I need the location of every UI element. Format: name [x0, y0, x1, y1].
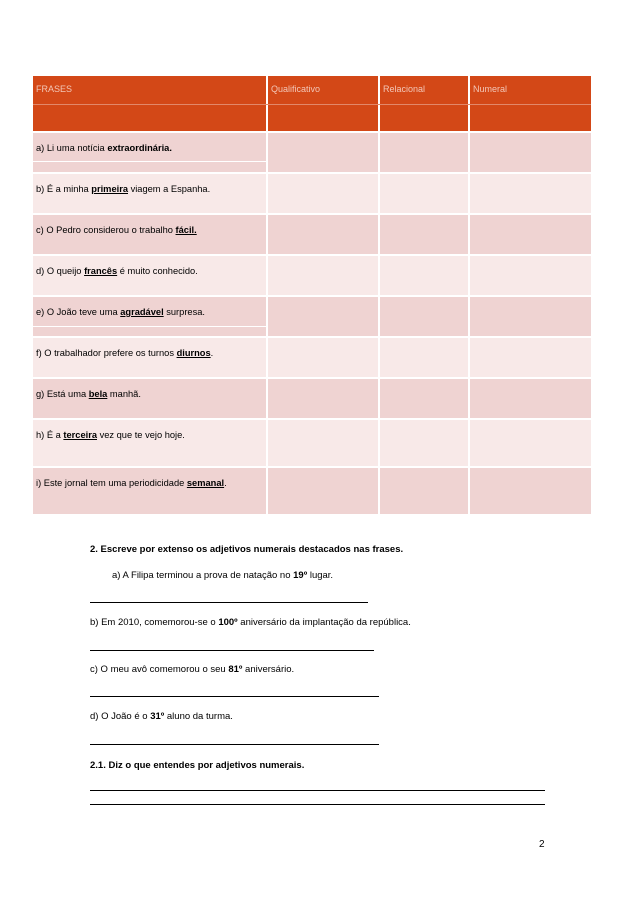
- sentence-text: f) O trabalhador prefere os turnos diurnos.: [36, 348, 214, 358]
- answer-line-b[interactable]: [90, 650, 374, 651]
- relacional-cell[interactable]: [380, 174, 468, 213]
- qualificativo-cell[interactable]: [268, 174, 378, 213]
- page-number: 2: [539, 839, 545, 850]
- qualificativo-cell[interactable]: [268, 420, 378, 466]
- qualificativo-cell[interactable]: [268, 215, 378, 254]
- table-row: [33, 418, 591, 466]
- table-row: [33, 466, 591, 514]
- numeral-cell[interactable]: [470, 297, 591, 336]
- numeral-cell[interactable]: [470, 468, 591, 514]
- highlighted-adjective: agradável: [120, 307, 164, 317]
- sentence-text: d) O queijo francês é muito conhecido.: [36, 266, 198, 276]
- sentence-cell: [33, 420, 266, 466]
- highlighted-adjective: extraordinária.: [107, 143, 172, 153]
- sentence-text: b) É a minha primeira viagem a Espanha.: [36, 184, 211, 194]
- numeral-cell[interactable]: [470, 338, 591, 377]
- sentence-text: h) É a terceira vez que te vejo hoje.: [36, 430, 185, 440]
- exercise-2-item-c: c) O meu avô comemorou o seu 81º aniversário.: [90, 664, 295, 675]
- relacional-cell[interactable]: [380, 420, 468, 466]
- relacional-cell[interactable]: [380, 133, 468, 172]
- relacional-cell[interactable]: [380, 256, 468, 295]
- qualificativo-cell[interactable]: [268, 338, 378, 377]
- sentence-text: a) Li uma notícia extraordinária.: [36, 143, 172, 153]
- relacional-cell[interactable]: [380, 379, 468, 418]
- header-numeral: Numeral: [473, 84, 508, 94]
- table-body: [33, 131, 591, 514]
- highlighted-adjective: semanal: [186, 478, 225, 488]
- table-row: [33, 172, 591, 213]
- highlighted-adjective: francês: [84, 266, 118, 276]
- sentence-cell: [33, 338, 266, 377]
- exercise-2-item-b: b) Em 2010, comemorou-se o 100º aniversário da implantação da república.: [90, 617, 411, 628]
- highlighted-adjective: fácil.: [175, 225, 197, 235]
- exercise-2-1-title: 2.1. Diz o que entendes por adjetivos numerais.: [90, 760, 305, 771]
- relacional-cell[interactable]: [380, 468, 468, 514]
- exercise-2-item-d: d) O João é o 31º aluno da turma.: [90, 711, 233, 722]
- table-row: [33, 254, 591, 295]
- sentence-cell: [33, 297, 266, 336]
- table-row: [33, 336, 591, 377]
- exercise-2-item-a: a) A Filipa terminou a prova de natação no 19º lugar.: [112, 570, 334, 581]
- sentence-text: e) O João teve uma agradável surpresa.: [36, 307, 205, 317]
- sentence-cell: [33, 133, 266, 172]
- qualificativo-cell[interactable]: [268, 468, 378, 514]
- numeral-cell[interactable]: [470, 133, 591, 172]
- answer-line-2-1a[interactable]: [90, 790, 545, 791]
- sentence-text: c) O Pedro considerou o trabalho fácil.: [36, 225, 197, 235]
- qualificativo-cell[interactable]: [268, 133, 378, 172]
- table-row: [33, 377, 591, 418]
- highlighted-adjective: primeira: [91, 184, 128, 194]
- answer-line-2-1b[interactable]: [90, 804, 545, 805]
- sentence-cell: [33, 215, 266, 254]
- header-relacional: Relacional: [383, 84, 426, 94]
- numeral-cell[interactable]: [470, 379, 591, 418]
- relacional-cell[interactable]: [380, 297, 468, 336]
- numeral-cell[interactable]: [470, 256, 591, 295]
- table-row: [33, 131, 591, 172]
- sentence-text: g) Está uma bela manhã.: [36, 389, 141, 399]
- classification-table: [33, 76, 591, 514]
- header-frases: FRASES: [36, 84, 73, 94]
- sentence-cell: [33, 174, 266, 213]
- table-header: [33, 76, 591, 131]
- answer-line-a[interactable]: [90, 602, 368, 603]
- sentence-cell: [33, 379, 266, 418]
- qualificativo-cell[interactable]: [268, 379, 378, 418]
- qualificativo-cell[interactable]: [268, 297, 378, 336]
- sentence-cell: [33, 256, 266, 295]
- answer-line-c[interactable]: [90, 696, 379, 697]
- numeral-cell[interactable]: [470, 420, 591, 466]
- highlighted-adjective: terceira: [63, 430, 97, 440]
- table-row: [33, 213, 591, 254]
- sentence-cell: [33, 468, 266, 514]
- qualificativo-cell[interactable]: [268, 256, 378, 295]
- numeral-cell[interactable]: [470, 174, 591, 213]
- highlighted-adjective: diurnos: [176, 348, 211, 358]
- numeral-cell[interactable]: [470, 215, 591, 254]
- relacional-cell[interactable]: [380, 338, 468, 377]
- answer-line-d[interactable]: [90, 744, 379, 745]
- table-row: [33, 295, 591, 336]
- exercise-2-title: 2. Escreve por extenso os adjetivos numerais destacados nas frases.: [90, 544, 404, 555]
- header-qualificativo: Qualificativo: [271, 84, 321, 94]
- sentence-text: i) Este jornal tem uma periodicidade semanal.: [36, 478, 227, 488]
- relacional-cell[interactable]: [380, 215, 468, 254]
- highlighted-adjective: bela: [88, 389, 108, 399]
